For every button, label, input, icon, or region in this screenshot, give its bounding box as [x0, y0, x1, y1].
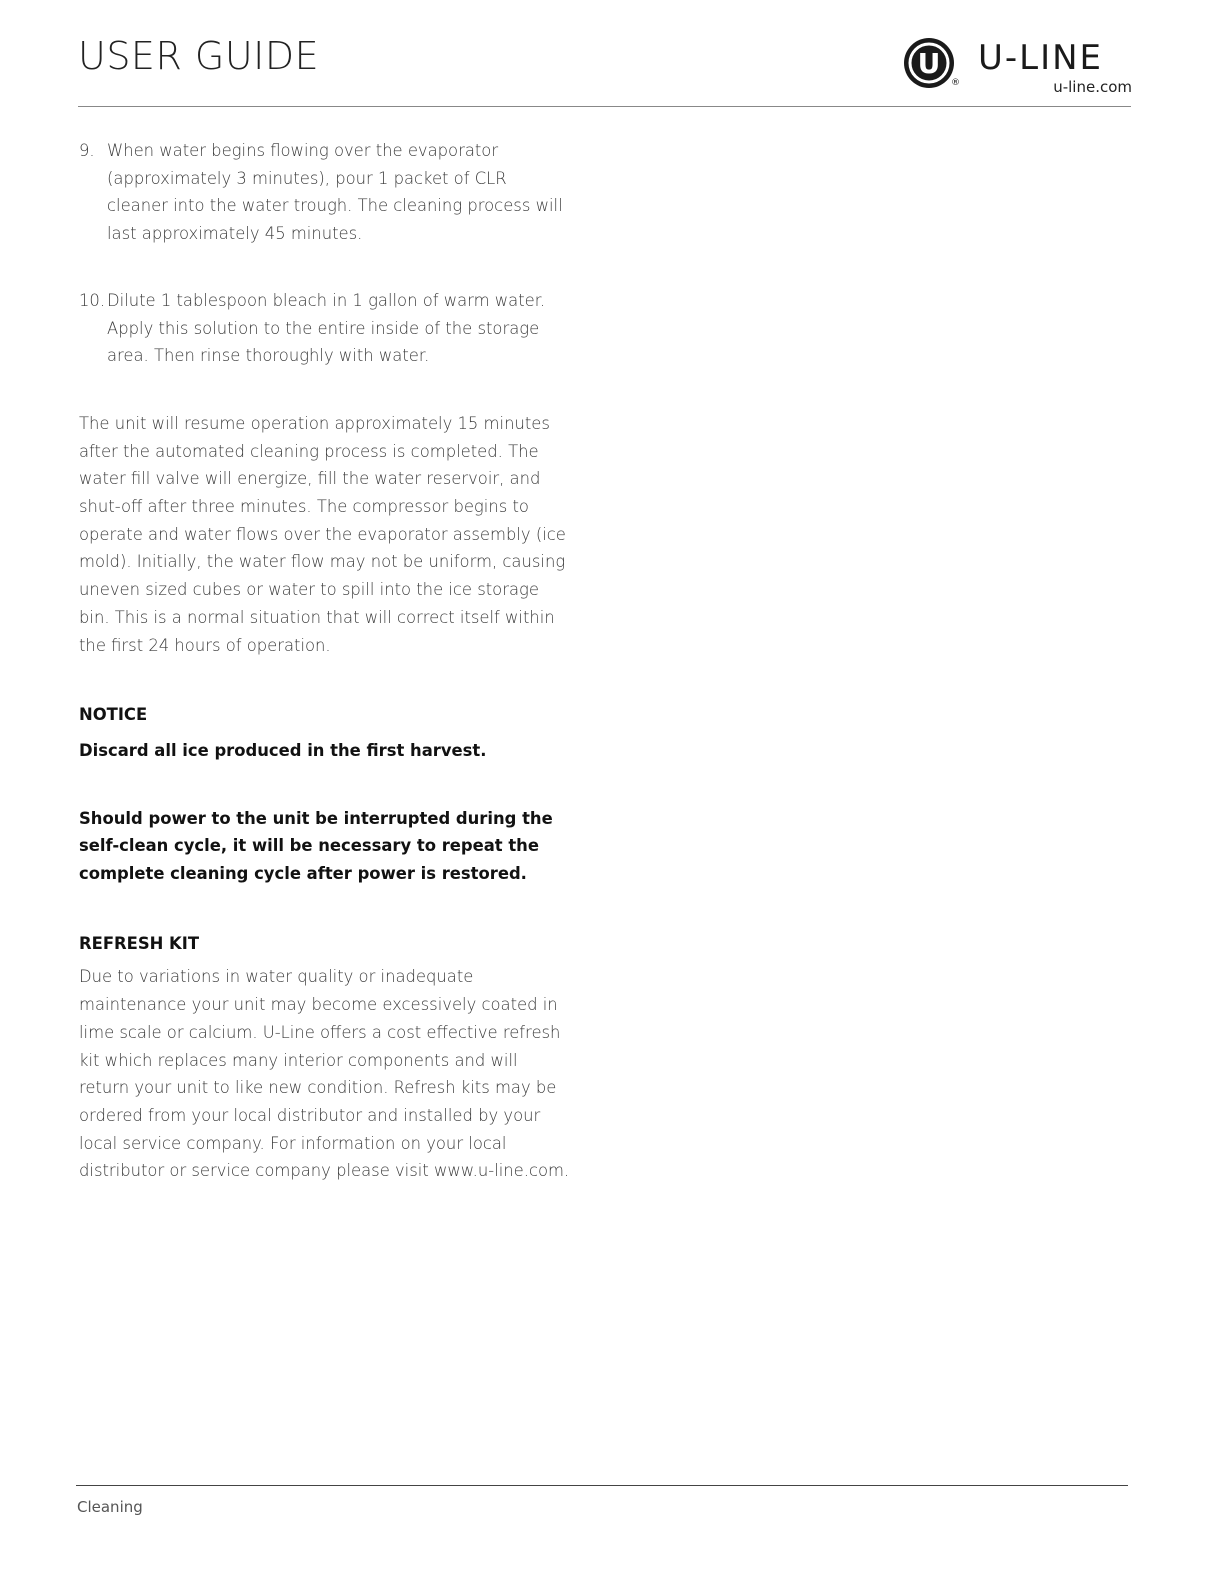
- brand-wordmark: U-LINE: [978, 38, 1104, 78]
- document-title: USER GUIDE: [78, 34, 320, 78]
- refresh-kit-paragraph: Due to variations in water quality or inadequate maintenance your unit may become excessively coated in lime scale or calcium. U-Line offers a cost effective refresh kit which replaces many interior components and will return your unit to like new condition. Refresh kits may be ordered from your local distributor and installed by your local service company. For information on your local distributor or service company please visit www.u-line.com.: [79, 967, 570, 1181]
- notice-discard-ice: Discard all ice produced in the first harvest.: [79, 740, 487, 760]
- step-text: Dilute 1 tablespoon bleach in 1 gallon of warm water. Apply this solution to the entire inside of the storage area. Then rinse thoroughly with water.: [107, 290, 546, 366]
- step-item: [79, 287, 571, 370]
- u-line-logo-icon: [902, 36, 956, 90]
- notice-heading: NOTICE: [79, 705, 148, 725]
- notice-power-interruption: Should power to the unit be interrupted during the self-clean cycle, it will be necessary to repeat the complete cleaning cycle after power is restored.: [79, 808, 553, 884]
- page-content: [79, 137, 571, 1185]
- step-number: 10.: [79, 290, 106, 310]
- registered-mark: ®: [951, 78, 960, 88]
- step-text: When water begins flowing over the evaporator (approximately 3 minutes), pour 1 packet of CLR cleaner into the water trough. The cleaning process will last approximately 45 minutes.: [107, 141, 563, 244]
- footer-section-label: Cleaning: [77, 1498, 143, 1516]
- footer-divider: [76, 1485, 1128, 1486]
- logo-mark-letter: U: [917, 47, 941, 80]
- resume-operation-paragraph: The unit will resume operation approximately 15 minutes after the automated cleaning process is completed. The water fill valve will energize, fill the water reservoir, and shut-off after three minutes. The compressor begins to operate and water flows over the evaporator assembly (ice mold). Initially, the water flow may not be uniform, causing uneven sized cubes or water to spill into the ice storage bin. This is a normal situation that will correct itself within the first 24 hours of operation.: [79, 413, 566, 655]
- step-item: [79, 137, 571, 248]
- brand-url: u-line.com: [1053, 78, 1132, 96]
- step-number: 9.: [79, 141, 95, 160]
- refresh-kit-heading: REFRESH KIT: [79, 933, 200, 953]
- header-divider: [78, 106, 1131, 107]
- brand-logo: [902, 34, 1132, 98]
